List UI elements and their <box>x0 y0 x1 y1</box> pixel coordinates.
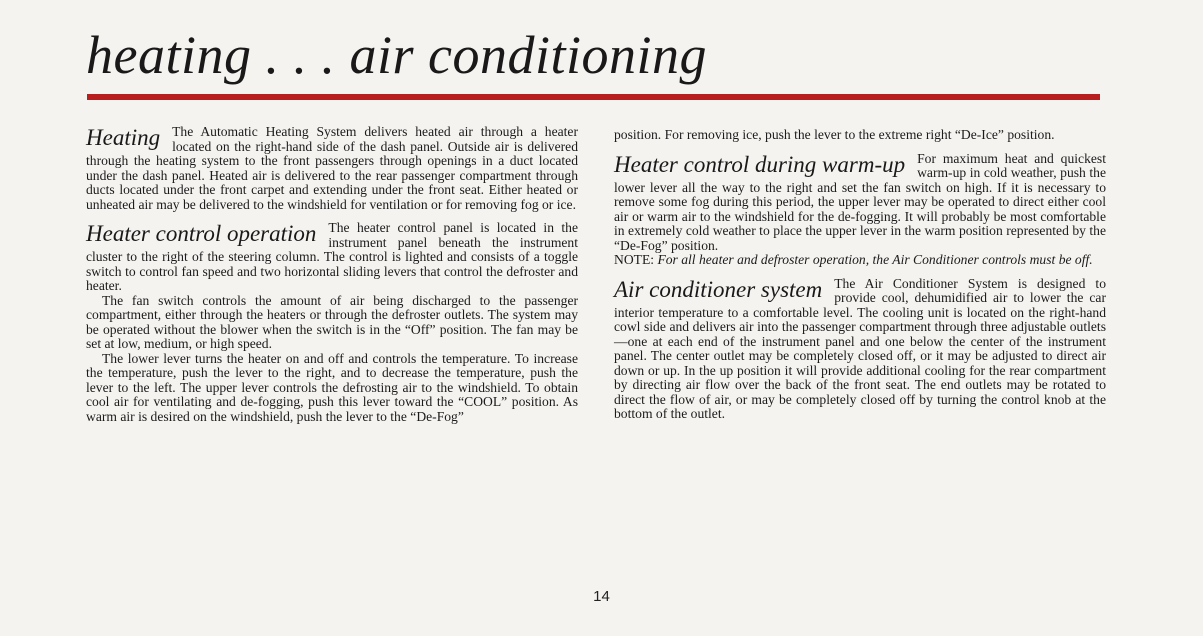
continuation-text: position. For removing ice, push the lever to the extreme right “De-Ice” position. <box>614 127 1055 142</box>
note-label: NOTE: <box>614 252 655 267</box>
heater-control-operation-text: The heater control panel is located in the instrument panel beneath the instrument cluster to the right of the steering column. The control is lighted and consists of a toggle switch to control fan speed and two horizontal sliding levers that control the defroster and heater. <box>86 220 578 293</box>
section-heating <box>86 125 578 212</box>
page-title: heating . . . air conditioning <box>86 25 707 85</box>
section-heater-warmup <box>614 152 1106 254</box>
page-number: 14 <box>593 588 610 605</box>
heating-text: The Automatic Heating System delivers heated air through a heater located on the right-hand side of the dash panel. Outside air is delivered through the heating system to the front passengers through openings in a duct located under the dash panel. Heated air is delivered to the rear passenger compartment through ducts located under the front carpet and extending under the front seat. Either heated or unheated air may be delivered to the windshield for ventilation or for removing fog or ice. <box>86 124 578 212</box>
note-text: For all heater and defroster operation, the Air Conditioner controls must be off. <box>657 252 1093 267</box>
title-rule <box>87 94 1100 100</box>
fan-switch-paragraph: The fan switch controls the amount of air being discharged to the passenger compartment, either through the heaters or through the defroster outlets. The system may be operated without the blower when the switch is in the “Off” position. The fan may be set at low, medium, or high speed. <box>86 292 578 351</box>
section-heater-control-operation <box>86 221 578 424</box>
air-conditioner-heading: Air conditioner system <box>614 276 823 302</box>
lower-lever-paragraph: The lower lever turns the heater on and off and controls the temperature. To increase the temperature, push the lever to the right, and to decrease the temperature, push the lever to the left. The upper lever controls the defrosting air to the windshield. To obtain cool air for ventilating and de-fogging, push this lever toward the “COOL” position. As warm air is desired on the windshield, push the lever to the “De-Fog” <box>86 350 578 424</box>
heater-warmup-heading: Heater control during warm-up <box>614 151 906 177</box>
left-column <box>86 125 578 424</box>
air-conditioner-text: The Air Conditioner System is designed to provide cool, dehumidified air to lower the car interior temperature to a comfortable level. The cooling unit is located on the right-hand cowl side and delivers air into the passenger compartment through three adjustable outlets—one at each end of the instrument panel and one below the center of the instrument panel. The center outlet may be completely closed off, or it may be adjusted to direct air down or up. In the up position it will provide additional cooling for the rear compartment by directing air flow over the back of the front seat. The end outlets may be rotated to direct the flow of air, or may be completely closed off by turning the control knob at the bottom of the outlet. <box>614 275 1106 421</box>
note-paragraph <box>614 253 1106 268</box>
heater-control-operation-heading: Heater control operation <box>86 221 317 246</box>
heating-heading: Heating <box>86 125 161 150</box>
right-column <box>614 128 1106 422</box>
heater-warmup-text: For maximum heat and quickest warm-up in cold weather, push the lower lever all the way to the right and set the fan switch on high. If it is necessary to remove some fog during this period, the upper lever may be operated to direct either cool air or warm air to the windshield for the de-fogging. It will probably be most comfortable in extremely cold weather to place the upper lever in the warm position represented by the “De-Fog” position. <box>614 150 1106 253</box>
section-air-conditioner <box>614 277 1106 422</box>
